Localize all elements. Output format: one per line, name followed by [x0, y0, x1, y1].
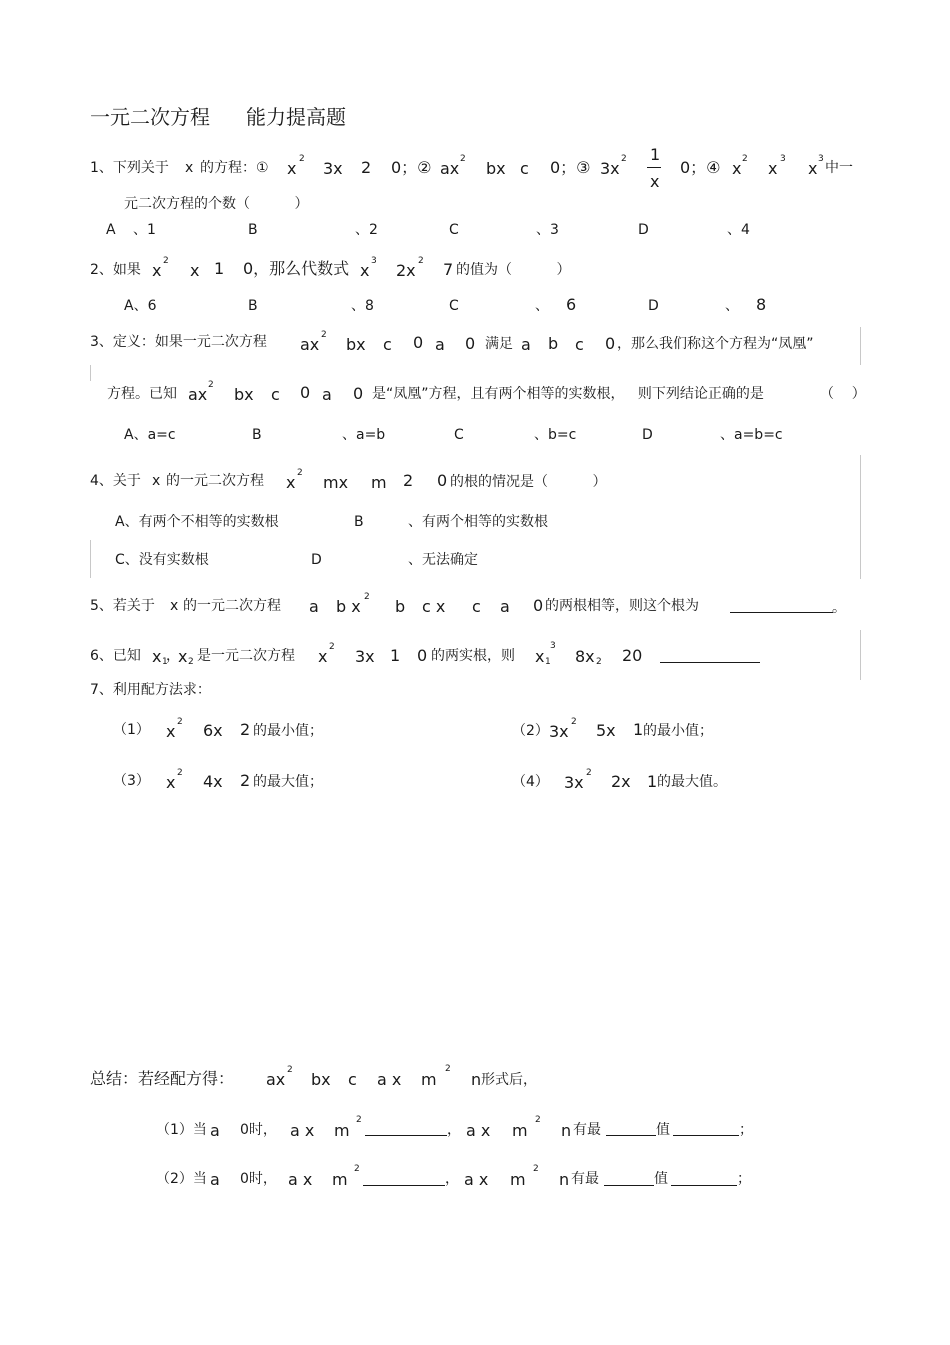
q1-eq3-3x: 3x	[600, 159, 620, 178]
summary-ax: ax	[266, 1070, 286, 1089]
q1-eq4-cx: x	[808, 159, 818, 178]
q7-p2-label: （2）	[512, 723, 549, 739]
summary-r2-label: （2）当	[156, 1171, 207, 1187]
summary-r1-ax: a x	[290, 1121, 315, 1140]
q1-line2: 元二次方程的个数（ ）	[124, 196, 309, 212]
q7-p2-exp: 2	[571, 717, 577, 727]
q5-eq-bx: b x	[336, 597, 361, 616]
q2-opt-c-val: 6	[566, 295, 577, 314]
q3-cond-c: c	[575, 335, 584, 354]
summary-r2-end: ；	[737, 1171, 751, 1187]
q2-opt-d-sep: 、	[725, 298, 739, 314]
q7-p2-b: 5x	[596, 721, 616, 740]
q2-eq2-b: 2x	[396, 261, 416, 280]
q1-eq4-bexp: 3	[780, 154, 786, 164]
summary-r1-m2: m	[512, 1121, 528, 1140]
q1-eq2-c: c	[520, 159, 529, 178]
q1-opt-a: A	[106, 222, 116, 238]
summary-ax2: a x	[377, 1070, 402, 1089]
q6-expr-x1-sub: 1	[545, 657, 551, 667]
q1-frac-num: 1	[650, 145, 661, 164]
q2-eq1-d: 0，那么代数式	[243, 259, 350, 278]
summary-r1-m2-exp: 2	[535, 1115, 541, 1125]
q5-eq-a: a	[309, 597, 319, 616]
q4-eq-m: m	[371, 473, 387, 492]
q2-opt-b-val: 、8	[351, 298, 374, 314]
q2-tail: 的值为（ ）	[456, 262, 571, 278]
summary-r2-blank-3[interactable]	[671, 1184, 737, 1186]
q3-eq1-bx: bx	[346, 335, 366, 354]
q3-opt-d: D	[642, 427, 653, 443]
q5-answer-blank[interactable]	[730, 611, 833, 613]
q4-opt-a: A、有两个不相等的实数根	[115, 514, 279, 530]
summary-ax-exp: 2	[287, 1065, 293, 1075]
q5-eq-exp: 2	[364, 592, 370, 602]
frame-line-left-2	[90, 540, 91, 578]
frame-line-right-1	[860, 327, 861, 365]
q3-cond-0: 0	[605, 334, 616, 353]
q1-opt-a-val: 、1	[133, 222, 156, 238]
summary-r2-text-2: 值	[654, 1171, 668, 1187]
q6-x1: x	[152, 647, 162, 666]
q7-p1-label: （1）	[113, 722, 150, 738]
summary-m: m	[421, 1070, 437, 1089]
q6-expr-20: 20	[622, 646, 643, 665]
q5-eq-c: c	[472, 597, 481, 616]
q1-opt-c: C	[449, 222, 459, 238]
q3-eq1-ax: ax	[300, 335, 320, 354]
q3-eq1-a0: 0	[465, 334, 476, 353]
summary-r1-blank-2[interactable]	[606, 1134, 656, 1136]
q3-eq1-exp: 2	[321, 330, 327, 340]
q4-opt-b-val: 、有两个相等的实数根	[408, 514, 548, 530]
q1-eq4-bx: x	[768, 159, 778, 178]
summary-r1-text-2: 值	[656, 1122, 670, 1138]
summary-r1-label: （1）当	[156, 1122, 207, 1138]
title-sub: 能力提高题	[246, 105, 346, 129]
q3-line2-exp: 2	[208, 380, 214, 390]
summary-r1-m: m	[334, 1121, 350, 1140]
q6-expr-x1-exp: 3	[550, 641, 556, 651]
q7-p1-b: 6x	[203, 721, 223, 740]
q7-p4-label: （4）	[512, 774, 549, 790]
q7-p4-exp: 2	[586, 768, 592, 778]
q3-eq1-0: 0	[413, 333, 424, 352]
q1-eq4-cexp: 3	[818, 154, 824, 164]
q3-opt-a: A、a=c	[124, 427, 176, 443]
q7-p2-tail: 的最小值；	[643, 723, 713, 739]
q3-opt-b-val: 、a=b	[342, 427, 386, 443]
q4-eq-x: x	[286, 473, 296, 492]
q7-p4-c: 1	[647, 772, 658, 791]
q3-text-3: ，那么我们称这个方程为“凤凰”	[617, 336, 814, 352]
q6-eq-exp: 2	[329, 642, 335, 652]
q1-number: 1、下列关于	[90, 160, 169, 176]
summary-r2-ax2: a x	[464, 1170, 489, 1189]
q5-end: 。	[832, 600, 846, 616]
q1-eq3-d: 0；④	[680, 158, 721, 177]
q2-eq1-exp: 2	[163, 256, 169, 266]
q5-number: 5、若关于	[90, 598, 155, 614]
q2-eq2-c: 7	[443, 260, 454, 279]
q4-eq-mx: mx	[323, 473, 349, 492]
q5-text-1: 的一元二次方程	[183, 598, 281, 614]
q1-eq2-ax: ax	[440, 159, 460, 178]
title-main: 一元二次方程	[90, 105, 210, 129]
q2-opt-c-sep: 、	[535, 298, 549, 314]
q1-eq1-x: x	[287, 159, 297, 178]
q6-expr-8x2: 8x	[575, 647, 595, 666]
q1-fraction-bar	[647, 167, 661, 168]
q4-opt-d-val: 、无法确定	[408, 552, 478, 568]
summary-r1-m-exp: 2	[356, 1115, 362, 1125]
q2-opt-d-val: 8	[756, 295, 767, 314]
q1-frac-den: x	[650, 172, 660, 191]
summary-r2-a: a	[210, 1170, 220, 1189]
q3-line2-bx: bx	[234, 385, 254, 404]
summary-r1-zero: 0时，	[240, 1122, 277, 1138]
q1-eq1-c: 2	[361, 158, 372, 177]
summary-r2-m-exp: 2	[354, 1164, 360, 1174]
q3-eq1-a: a	[435, 335, 445, 354]
q3-opt-c: C	[454, 427, 464, 443]
q3-line2-c: c	[271, 385, 280, 404]
q2-eq2-bexp: 2	[418, 256, 424, 266]
q2-opt-a: A、6	[124, 298, 157, 314]
q5-tail: 的两根相等，则这个根为	[545, 598, 699, 614]
q3-line2-a: a	[322, 385, 332, 404]
q6-comma: ，	[166, 648, 180, 664]
q4-number: 4、关于	[90, 473, 141, 489]
q3-number: 3、定义：如果一元二次方程	[90, 334, 267, 350]
q5-eq-a2: a	[500, 597, 510, 616]
q1-eq1-d: 0；②	[391, 158, 432, 177]
summary-c: c	[348, 1070, 357, 1089]
summary-r1-n: n	[561, 1121, 572, 1140]
q4-eq-0: 0	[437, 471, 448, 490]
summary-r2-text-1: 有最	[571, 1171, 599, 1187]
q1-text: 的方程：①	[200, 160, 269, 176]
q7-p1-tail: 的最小值；	[253, 723, 323, 739]
summary-r2-blank-1[interactable]	[363, 1184, 445, 1186]
q2-eq1-c: 1	[214, 259, 225, 278]
q3-cond-a: a	[521, 335, 531, 354]
frame-line-right-2	[860, 455, 861, 579]
q7-p3-tail: 的最大值；	[253, 774, 323, 790]
q7-p1-c: 2	[240, 720, 251, 739]
summary-m-exp: 2	[445, 1064, 451, 1074]
q2-opt-d: D	[648, 298, 659, 314]
q4-x: x	[152, 473, 161, 489]
q6-expr-x1: x	[535, 647, 545, 666]
q4-eq-2: 2	[403, 471, 414, 490]
q6-eq-1: 1	[390, 646, 401, 665]
q1-eq4-x: x	[732, 159, 742, 178]
q6-x2: x	[178, 647, 188, 666]
q1-opt-d-val: 、4	[727, 222, 750, 238]
q7-p3-exp: 2	[177, 768, 183, 778]
q5-eq-b: b	[395, 597, 406, 616]
q7-p2-c: 1	[633, 720, 644, 739]
q2-number: 2、如果	[90, 262, 141, 278]
q3-opt-d-val: 、a=b=c	[720, 427, 783, 443]
q7-number: 7、利用配方法求：	[90, 682, 211, 698]
q3-line2-a: 方程。已知	[107, 386, 177, 402]
q1-eq2-bx: bx	[486, 159, 506, 178]
summary-r1-blank-3[interactable]	[673, 1134, 739, 1136]
q7-p2-a: 3x	[549, 722, 569, 741]
q1-x: x	[185, 160, 194, 176]
q1-opt-b-val: 、2	[355, 222, 378, 238]
summary-r1-a: a	[210, 1121, 220, 1140]
summary-head: 总结：若经配方得：	[90, 1069, 235, 1088]
q4-text-1: 的一元二次方程	[166, 473, 264, 489]
q1-opt-b: B	[248, 222, 258, 238]
q6-eq-3x: 3x	[355, 647, 375, 666]
q3-line2-0: 0	[300, 383, 311, 402]
q6-text-1: 是一元二次方程	[197, 648, 295, 664]
q4-opt-d: D	[311, 552, 322, 568]
q4-eq-exp: 2	[297, 468, 303, 478]
summary-r2-n: n	[559, 1170, 570, 1189]
q6-x2-sub: 2	[188, 657, 194, 667]
q7-p4-b: 2x	[611, 772, 631, 791]
q6-eq-x: x	[318, 647, 328, 666]
q7-p3-c: 2	[240, 771, 251, 790]
q1-eq1-exp: 2	[299, 154, 305, 164]
q2-opt-c: C	[449, 298, 459, 314]
q7-p4-a: 3x	[564, 773, 584, 792]
q6-number: 6、已知	[90, 648, 141, 664]
q6-answer-blank[interactable]	[660, 661, 760, 663]
q3-opt-c-val: 、b=c	[534, 427, 577, 443]
q7-p3-x: x	[166, 773, 176, 792]
q3-line2-text: 是“凤凰”方程，且有两个相等的实数根， 则下列结论正确的是	[372, 386, 764, 402]
q6-eq-0: 0	[417, 646, 428, 665]
q6-x1-sub: 1	[162, 657, 168, 667]
summary-r1-text-1: 有最	[573, 1122, 601, 1138]
frame-line-left	[90, 365, 91, 381]
q4-tail: 的根的情况是（ ）	[450, 474, 607, 490]
summary-r2-comma: ，	[445, 1171, 459, 1187]
summary-r2-m: m	[332, 1170, 348, 1189]
q2-eq1-b: x	[190, 261, 200, 280]
q2-eq1-x: x	[152, 261, 162, 280]
q5-eq-0: 0	[533, 596, 544, 615]
summary-r1-comma: ，	[447, 1122, 461, 1138]
q7-p3-b: 4x	[203, 772, 223, 791]
q2-opt-b: B	[248, 298, 258, 314]
q7-p1-exp: 2	[177, 717, 183, 727]
q3-line2-a0: 0	[353, 384, 364, 403]
q3-line2-paren: （ ）	[820, 386, 866, 402]
q3-cond-b: b	[548, 334, 559, 353]
q5-eq-cx: c x	[422, 597, 446, 616]
q6-text-2: 的两实根，则	[431, 648, 515, 664]
q3-eq1-c: c	[383, 335, 392, 354]
q2-eq2-exp: 3	[371, 256, 377, 266]
summary-r2-blank-2[interactable]	[604, 1184, 654, 1186]
summary-bx: bx	[311, 1070, 331, 1089]
q7-p4-tail: 的最大值。	[657, 774, 727, 790]
summary-r2-zero: 0时，	[240, 1171, 277, 1187]
summary-n: n	[471, 1070, 482, 1089]
q1-tail: 中一	[825, 160, 853, 176]
summary-r2-m2-exp: 2	[533, 1164, 539, 1174]
summary-tail: 形式后，	[481, 1072, 537, 1088]
q5-x: x	[170, 598, 179, 614]
q3-line2-ax: ax	[188, 385, 208, 404]
q1-eq1-b: 3x	[323, 159, 343, 178]
q1-opt-d: D	[638, 222, 649, 238]
q1-eq4-exp: 2	[742, 154, 748, 164]
q2-eq2-x: x	[360, 261, 370, 280]
q7-p3-label: （3）	[113, 773, 150, 789]
summary-r1-end: ；	[739, 1122, 753, 1138]
q1-eq2-exp: 2	[460, 154, 466, 164]
q3-opt-b: B	[252, 427, 262, 443]
summary-r1-blank-1[interactable]	[365, 1134, 447, 1136]
q6-expr-x2-sub: 2	[596, 657, 602, 667]
q1-opt-c-val: 、3	[536, 222, 559, 238]
q1-eq2-d: 0；③	[550, 158, 591, 177]
q4-opt-b: B	[354, 514, 364, 530]
q4-opt-c: C、没有实数根	[115, 552, 209, 568]
q1-eq3-exp: 2	[621, 154, 627, 164]
q3-text-2: 满足	[485, 336, 513, 352]
frame-line-right-3	[860, 630, 861, 680]
summary-r2-ax: a x	[288, 1170, 313, 1189]
summary-r1-ax2: a x	[466, 1121, 491, 1140]
q7-p1-x: x	[166, 722, 176, 741]
summary-r2-m2: m	[510, 1170, 526, 1189]
